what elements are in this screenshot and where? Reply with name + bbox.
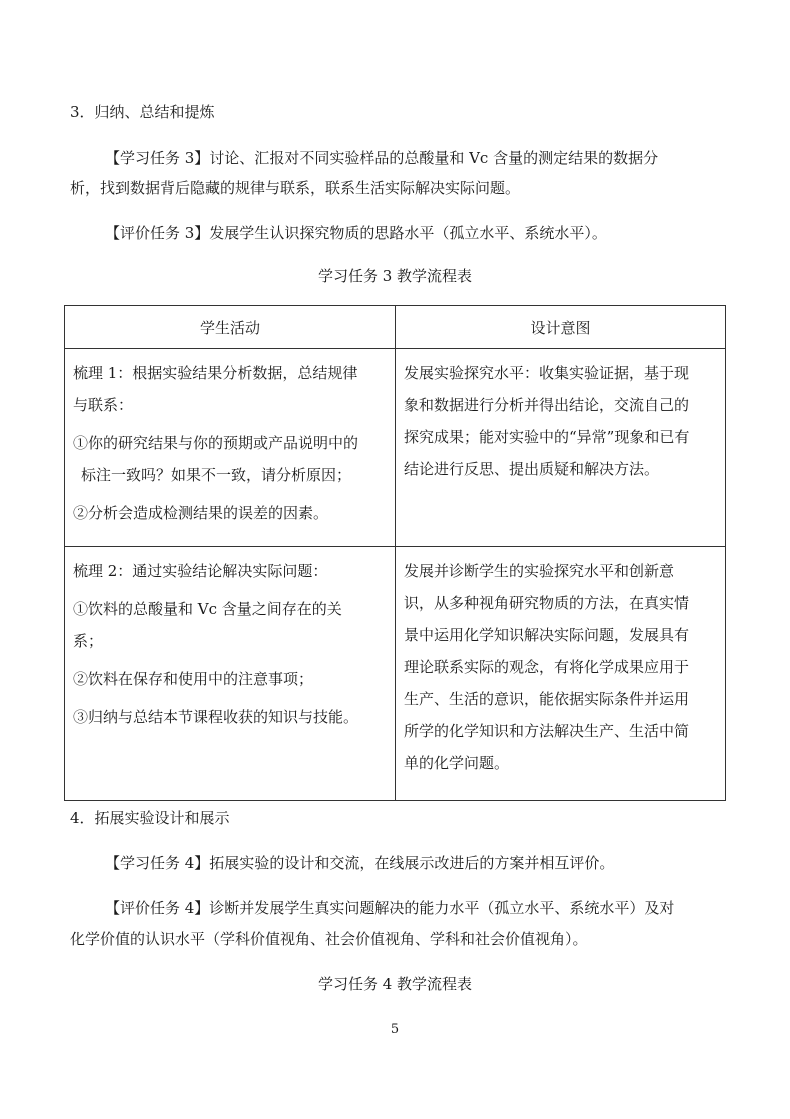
- row1-activity-cell: [65, 349, 396, 547]
- header-design-intent: 设计意图: [396, 306, 726, 349]
- row2-intent-cell: [396, 547, 726, 801]
- row2-intent-line: 理论联系实际的观念，有将化学成果应用于: [404, 658, 690, 676]
- row2-intent-line: 识，从多种视角研究物质的方法，在真实情: [404, 594, 690, 612]
- row2-activity-line: 系；: [73, 632, 104, 650]
- row2-intent-line: 所学的化学知识和方法解决生产、生活中简: [404, 722, 690, 740]
- row2-activity-line: ①饮料的总酸量和 Vc 含量之间存在的关: [73, 600, 342, 618]
- table-header-row: [65, 306, 726, 349]
- row1-activity-line: 标注一致吗？如果不一致，请分析原因；: [81, 466, 352, 484]
- row1-intent-line: 探究成果；能对实验中的“异常”现象和已有: [404, 428, 690, 446]
- row1-activity-line: ①你的研究结果与你的预期或产品说明中的: [73, 434, 359, 452]
- row2-intent-line: 景中运用化学知识解决实际问题，发展具有: [404, 626, 690, 644]
- table4-title: 学习任务 4 教学流程表: [317, 975, 473, 993]
- table-row: [65, 547, 726, 801]
- row1-activity-line: 与联系：: [73, 396, 134, 414]
- row1-intent-cell: [396, 349, 726, 547]
- row2-activity-line: 梳理 2：通过实验结论解决实际问题：: [73, 562, 328, 580]
- flow-table-3: [64, 305, 726, 801]
- header-student-activity: 学生活动: [65, 306, 396, 349]
- row1-intent-line: 结论进行反思、提出质疑和解决方法。: [404, 460, 660, 478]
- row2-intent-line: 生产、生活的意识，能依据实际条件并运用: [404, 690, 690, 708]
- eval-task4-line2: 化学价值的认识水平（学科价值视角、社会价值视角、学科和社会价值视角）。: [70, 930, 588, 948]
- row2-intent-line: 单的化学问题。: [404, 754, 510, 772]
- learning-task4: 【学习任务 4】拓展实验的设计和交流，在线展示改进后的方案并相互评价。: [105, 854, 615, 872]
- learning-task3-line2: 析，找到数据背后隐藏的规律与联系，联系生活实际解决实际问题。: [70, 179, 521, 197]
- section3-heading: 3．归纳、总结和提炼: [70, 103, 215, 121]
- table3-title: 学习任务 3 教学流程表: [317, 267, 473, 285]
- learning-task3-line1: 【学习任务 3】讨论、汇报对不同实验样品的总酸量和 Vc 含量的测定结果的数据分: [105, 149, 659, 167]
- row2-activity-line: ②饮料在保存和使用中的注意事项；: [73, 670, 314, 688]
- table-row: [65, 349, 726, 547]
- row1-intent-line: 象和数据进行分析并得出结论，交流自己的: [404, 396, 690, 414]
- row1-activity-line: ②分析会造成检测结果的误差的因素。: [73, 504, 329, 522]
- row1-intent-line: 发展实验探究水平：收集实验证据，基于现: [404, 364, 690, 382]
- row2-intent-line: 发展并诊断学生的实验探究水平和创新意: [404, 562, 675, 580]
- eval-task3: 【评价任务 3】发展学生认识探究物质的思路水平（孤立水平、系统水平）。: [105, 224, 607, 242]
- section4-heading: 4．拓展实验设计和展示: [70, 809, 230, 827]
- row2-activity-cell: [65, 547, 396, 801]
- page-number: 5: [390, 1022, 400, 1037]
- row1-activity-line: 梳理 1：根据实验结果分析数据，总结规律: [73, 364, 358, 382]
- row2-activity-line: ③归纳与总结本节课程收获的知识与技能。: [73, 708, 359, 726]
- eval-task4-line1: 【评价任务 4】诊断并发展学生真实问题解决的能力水平（孤立水平、系统水平）及对: [105, 899, 675, 917]
